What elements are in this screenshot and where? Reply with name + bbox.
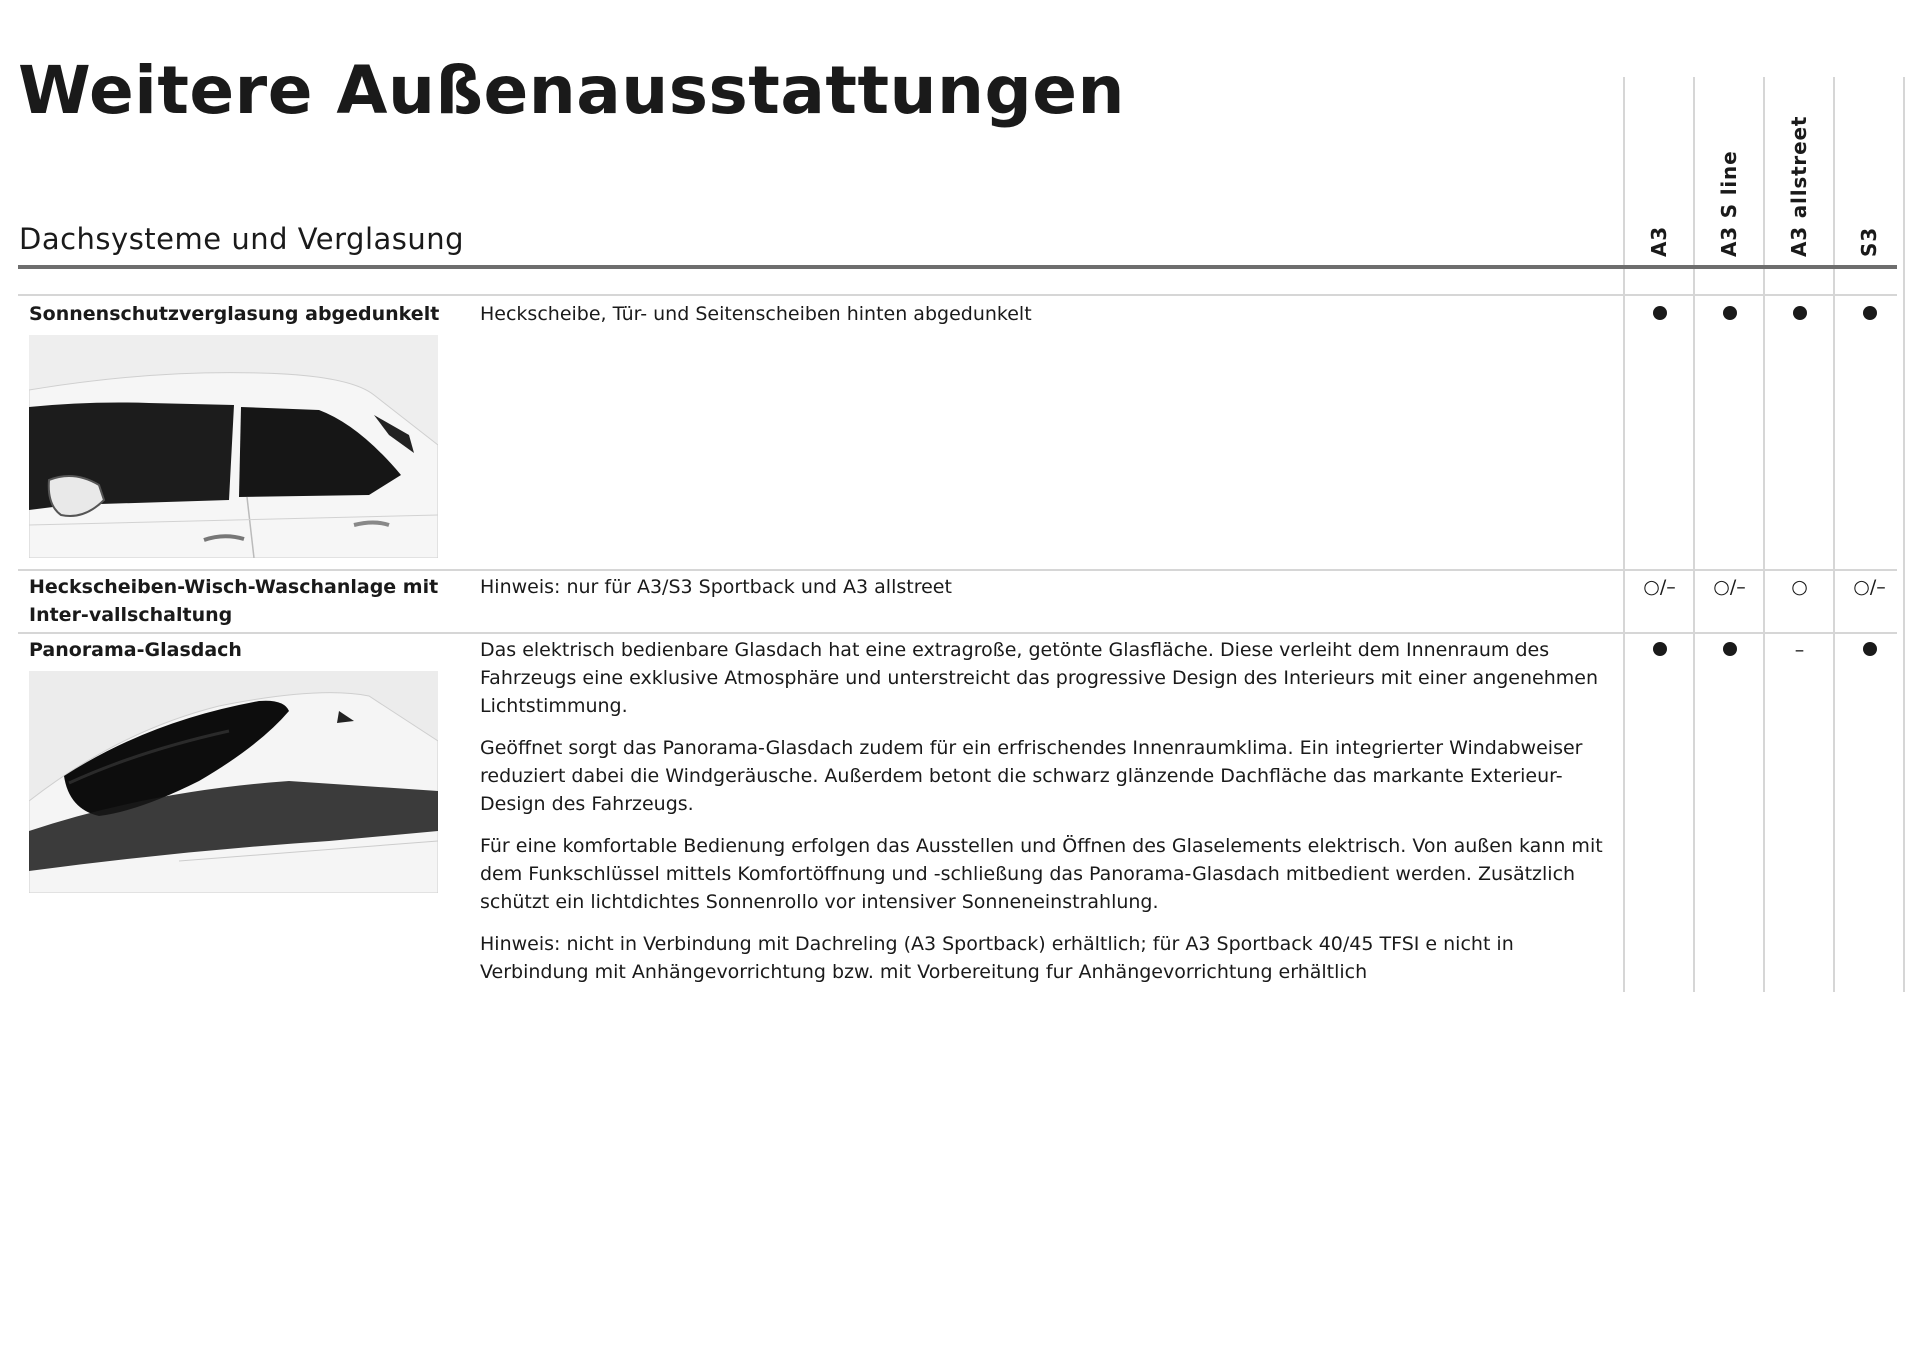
availability-a3-s-line [1695, 300, 1764, 328]
section-title: Dachsysteme und Verglasung [19, 222, 465, 256]
description-paragraph: Hinweis: nicht in Verbindung mit Dachreling (A3 Sportback) erhältlich; für A3 Sportback 40/45 TFSI e nicht in Verbindung mit Anhängevorrichtung bzw. mit Vorbereitung fur Anhängevorrichtung erhältlich [480, 933, 1514, 983]
feature-name: Sonnenschutzverglasung abgedunkelt [29, 303, 440, 325]
availability-a3 [1625, 636, 1694, 664]
page-title: Weitere Außenausstattungen [18, 52, 1125, 129]
standard-dot-icon [1863, 306, 1877, 320]
car-panorama-roof-image [29, 671, 438, 893]
availability-a3-allstreet: – [1794, 639, 1805, 661]
standard-dot-icon [1793, 306, 1807, 320]
description-paragraph: Hinweis: nur für A3/S3 Sportback und A3 allstreet [480, 576, 952, 598]
feature-description [480, 300, 1620, 342]
description-paragraph: Geöffnet sorgt das Panorama-Glasdach zudem für ein erfrischendes Innenraumklima. Ein integrierter Windabweiser reduziert dabei die Windgeräusche. Außerdem betont die schwarz glänzende Dachfläche das markante Exterieur-Design des Fahrzeugs. [480, 737, 1583, 815]
availability-a3 [1625, 300, 1694, 328]
standard-dot-icon [1723, 642, 1737, 656]
standard-dot-icon [1723, 306, 1737, 320]
description-paragraph: Heckscheibe, Tür- und Seitenscheiben hinten abgedunkelt [480, 303, 1032, 325]
availability-a3-s-line [1695, 636, 1764, 664]
car-rear-window-image [29, 335, 438, 558]
header-rule [18, 265, 1897, 269]
availability-a3: ○/– [1643, 576, 1676, 598]
standard-dot-icon [1653, 306, 1667, 320]
feature-description [480, 573, 1620, 615]
availability-a3-allstreet [1765, 300, 1834, 328]
feature-name: Heckscheiben-Wisch-Waschanlage mit Inter-vallschaltung [29, 576, 439, 626]
column-header-a3-allstreet: A3 allstreet [1786, 115, 1811, 257]
description-paragraph: Für eine komfortable Bedienung erfolgen das Ausstellen und Öffnen des Glaselements elektrisch. Von außen kann mit dem Funkschlüssel mittels Komfortöffnung und -schließung das Panorama-Glasdach mitbedient werden. Zusätzlich schützt ein lichtdichtes Sonnenrollo vor intensiver Sonneneinstrahlung. [480, 835, 1603, 913]
row-divider [18, 294, 1897, 296]
availability-s3 [1835, 300, 1904, 328]
availability-a3-s-line: ○/– [1713, 576, 1746, 598]
feature-description [480, 636, 1620, 1000]
availability-a3-allstreet: ○ [1791, 576, 1808, 598]
availability-s3 [1835, 636, 1904, 664]
row-divider [18, 632, 1897, 634]
column-header-a3-s-line: A3 S line [1716, 150, 1741, 257]
column-header-a3: A3 [1646, 226, 1671, 257]
standard-dot-icon [1863, 642, 1877, 656]
standard-dot-icon [1653, 642, 1667, 656]
feature-name: Panorama-Glasdach [29, 639, 242, 661]
description-paragraph: Das elektrisch bedienbare Glasdach hat eine extragroße, getönte Glasfläche. Diese verleiht dem Innenraum des Fahrzeugs eine exklusive Atmosphäre und unterstreicht das progressive Design des Interieurs mit einer angenehmen Lichtstimmung. [480, 639, 1598, 717]
row-divider [18, 569, 1897, 571]
column-header-s3: S3 [1856, 227, 1881, 257]
availability-s3: ○/– [1853, 576, 1886, 598]
